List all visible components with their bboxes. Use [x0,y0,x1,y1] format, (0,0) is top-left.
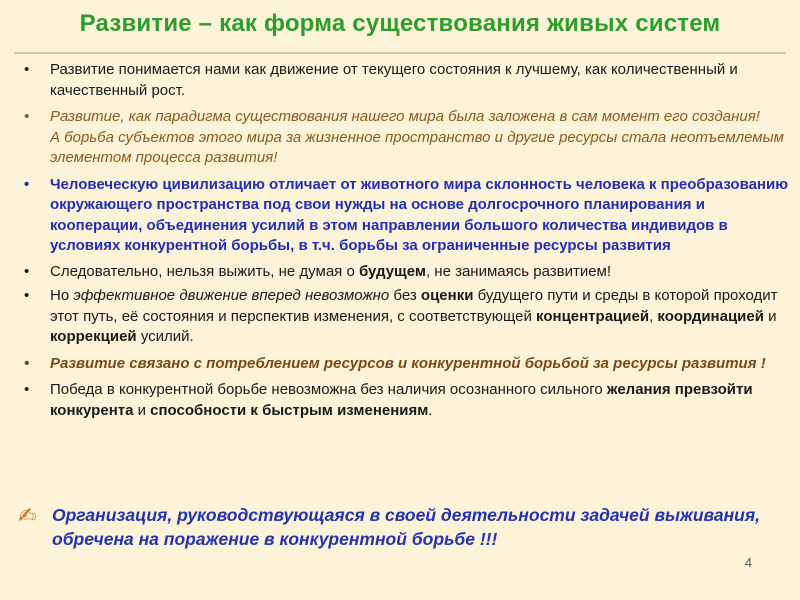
bullet-text-part: Победа в конкурентной борьбе невозможна без наличия осознанного сильного [50,381,607,398]
bullet-emphasis-ability: способности к быстрым изменениям [150,401,429,419]
title-divider [14,52,786,54]
bullet-emphasis-concentration: концентрацией [536,307,650,325]
pen-icon: ✍ [18,503,37,528]
bullet-text-part: и [133,401,151,419]
bullet-icon: • [24,381,30,398]
bullet-icon: • [24,354,30,372]
bullet-text-part: будущего пути и среды в которой проходит этот путь, её состояния и перспектив изменения, с соответствующей [50,287,778,325]
bullet-icon: • [24,262,30,280]
bullet-list [22,60,792,427]
bullet-text-part: Следовательно, нельзя выжить, не думая о [50,262,359,280]
bullet-emphasis-correction: коррекцией [50,328,137,345]
bullet-item-resources [22,354,792,375]
bullet-text-line2: А борьба субъектов этого мира за жизненное пространство и другие ресурсы стала неотъемлемым элементом процесса развития! [50,128,784,166]
bullet-emphasis-italic: эффективное движение вперед невозможно [73,287,390,304]
conclusion [18,503,800,551]
bullet-item-assessment [22,286,792,348]
bullet-text-part: . [428,401,433,419]
bullet-text-part: и [763,307,777,325]
bullet-icon: • [24,175,30,193]
bullet-emphasis-future: будущем [358,262,426,280]
bullet-emphasis-coordination: координацией [657,307,764,325]
page-number: 4 [744,555,752,570]
slide-title: Развитие – как форма существования живых систем [79,10,721,37]
bullet-text: Развитие понимается нами как движение от текущего состояния к лучшему, как количественный и качественный рост. [50,61,738,99]
bullet-item-survival [22,262,792,283]
bullet-item-victory [22,380,792,421]
bullet-item-civilization [22,175,792,257]
bullet-icon: • [24,108,30,125]
bullet-item-paradigm [22,107,792,169]
bullet-text-part: Но [50,287,74,304]
bullet-item-development-definition [22,60,792,101]
bullet-emphasis-desire: желания превзойти конкурента [50,381,753,419]
bullet-text-part: , не занимаясь развитием! [425,262,612,280]
bullet-text-part: усилий. [136,328,194,345]
bullet-text-line1: Развитие, как парадигма существования нашего мира была заложена в сам момент его создания! [50,108,760,125]
bullet-text: Развитие связано с потреблением ресурсов и конкурентной борьбой за ресурсы развития ! [50,354,766,372]
bullet-text-part: , [649,307,658,325]
bullet-text: Человеческую цивилизацию отличает от животного мира склонность человека к преобразованию окружающего пространства под свои нужды на основе долгосрочного планирования и кооперации, объединения усилий в этом направлении большого количества индивидов в условиях конкурентной борьбы, в т.ч. борьбы за ограниченные ресурсы развития [50,175,789,254]
bullet-icon: • [24,287,30,304]
bullet-icon: • [24,61,30,78]
bullet-text-part: без [389,287,421,304]
bullet-emphasis-assessment: оценки [420,287,474,304]
conclusion-text: Организация, руководствующаяся в своей деятельности задачей выживания, обречена на поражение в конкурентной борьбе !!! [52,505,761,549]
